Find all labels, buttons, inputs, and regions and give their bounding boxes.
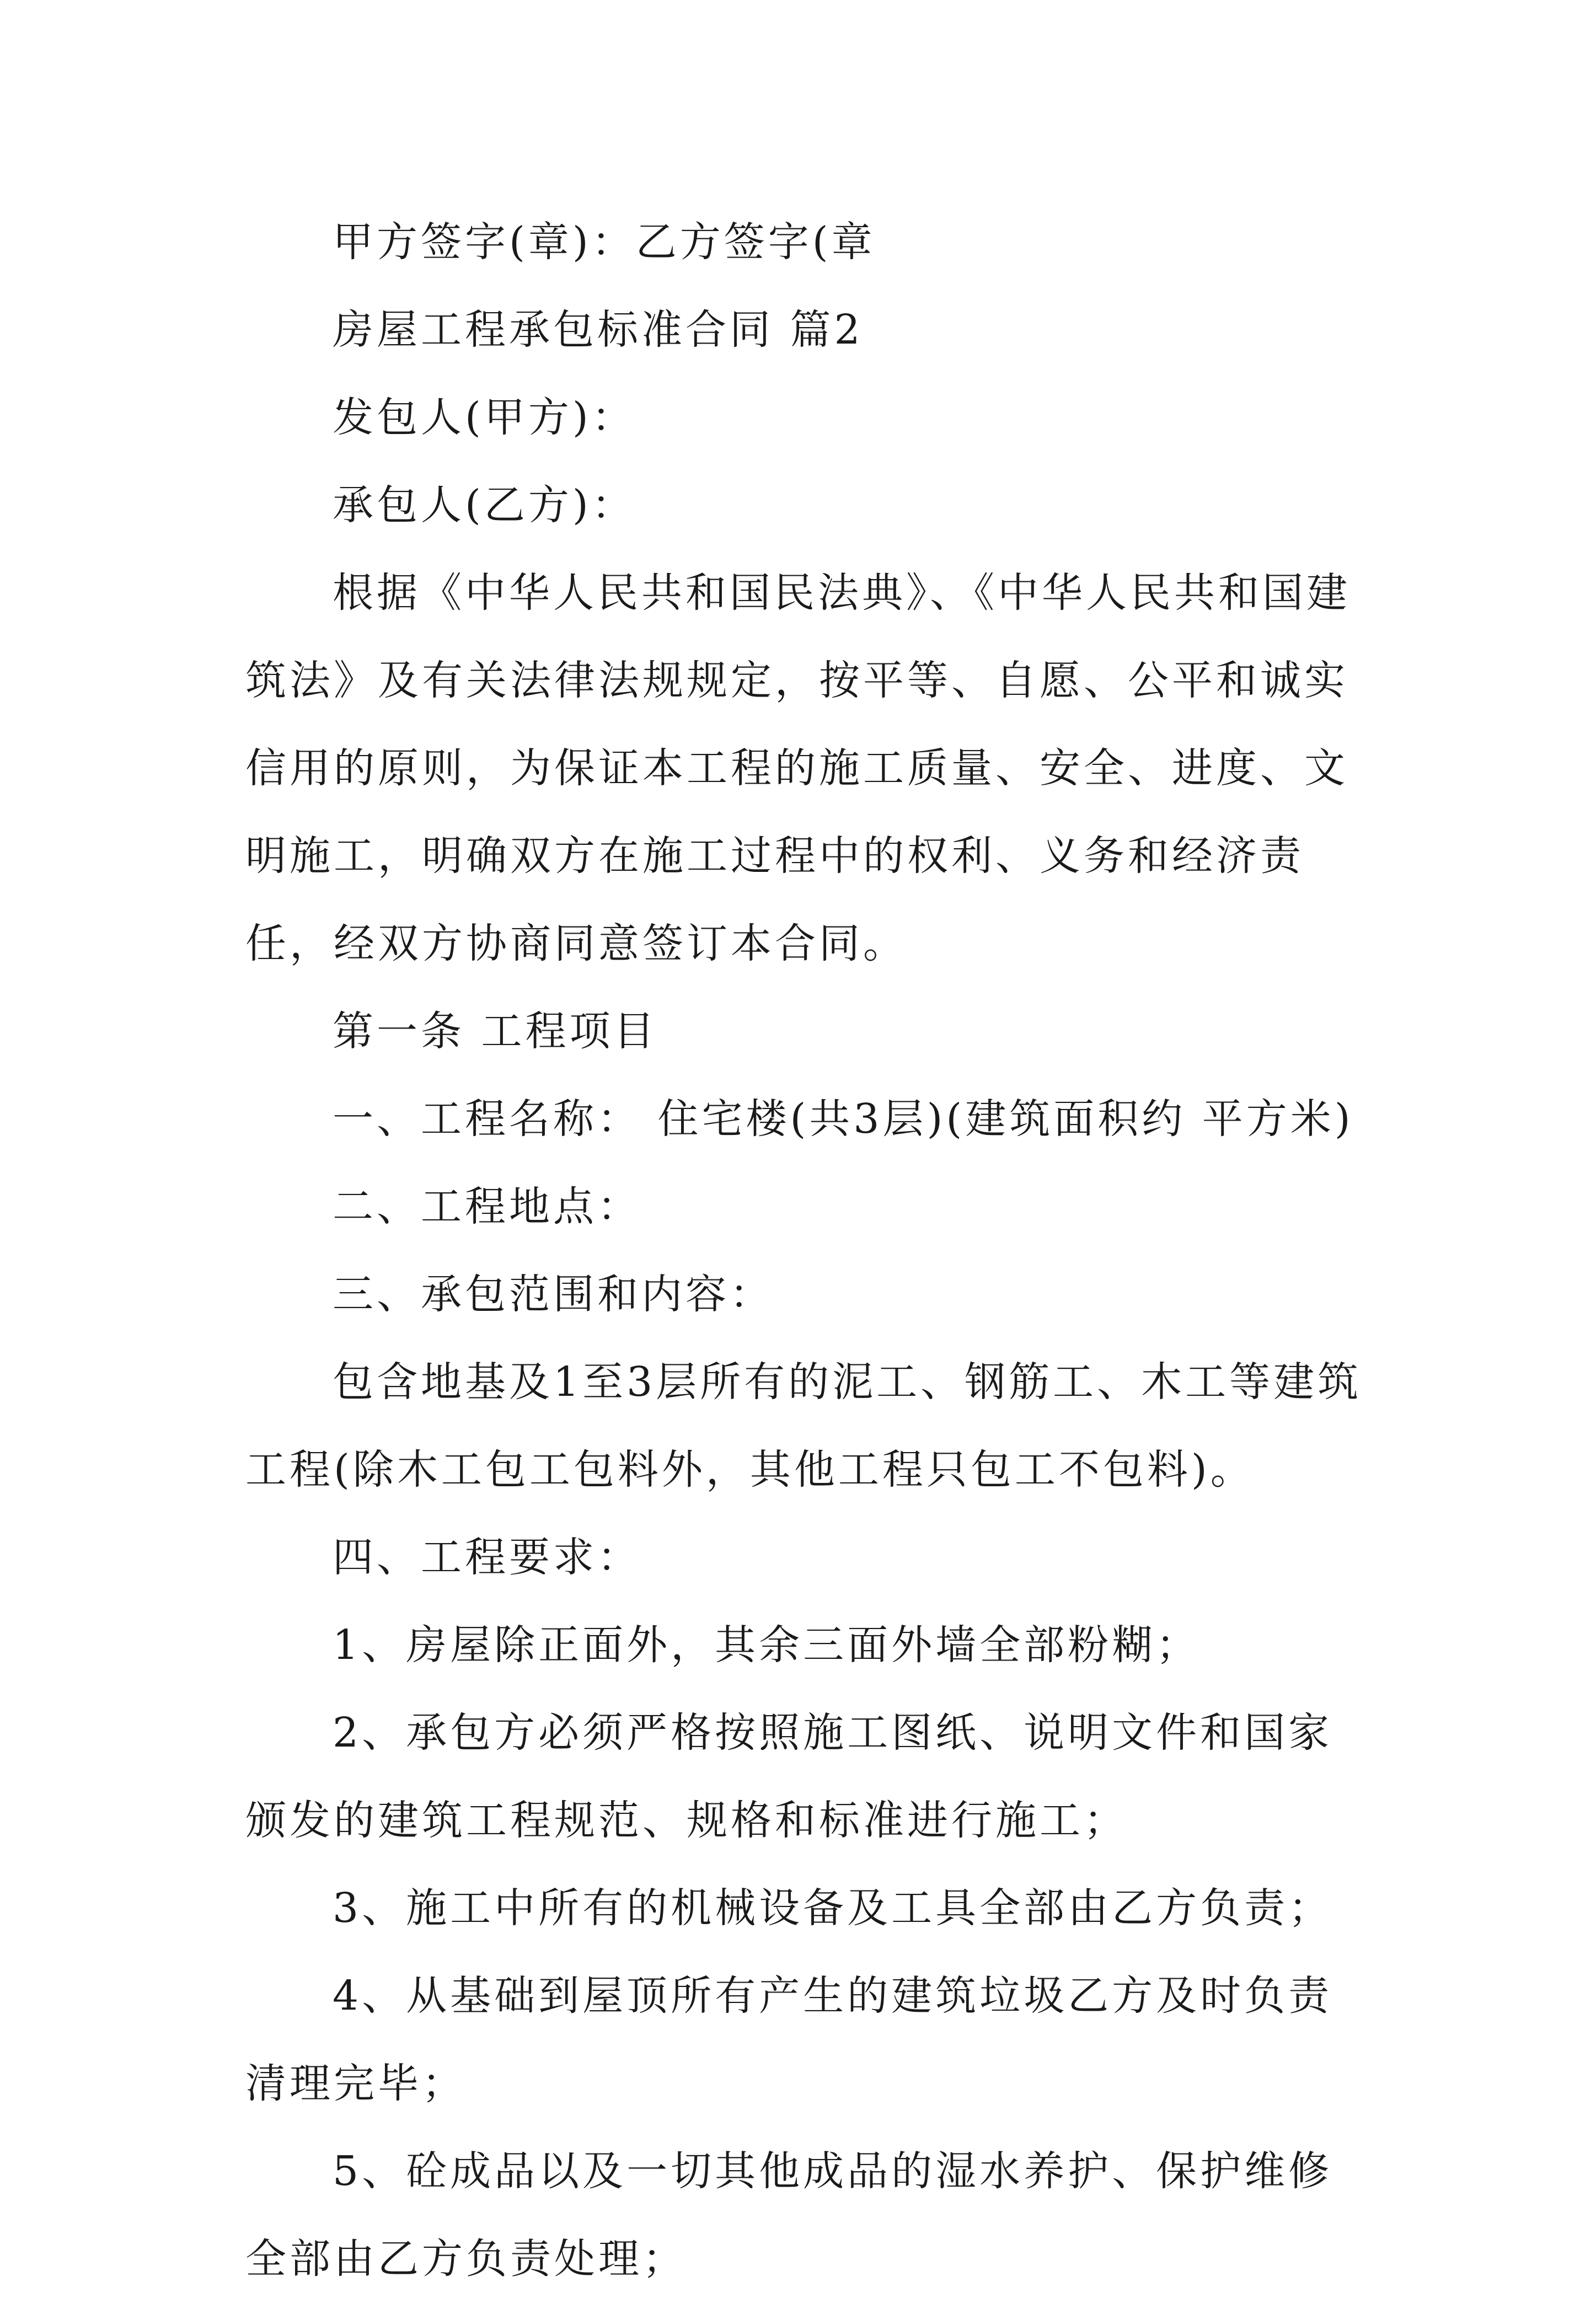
signature-line: 甲方签字(章)：乙方签字(章 xyxy=(333,218,876,266)
contract-title: 房屋工程承包标准合同 篇2 xyxy=(333,306,864,354)
preamble-paragraph: 根据《中华人民共和国民法典》、《中华人民共和国建筑法》及有关法律法规规定，按平等、自愿、公平和诚实信用的原则，为保证本工程的施工质量、安全、进度、文明施工，明确双方在施工过程中的权利、义务和经济责任，经双方协商同意签订本合同。 xyxy=(245,569,1351,967)
scope-heading: 三、承包范围和内容： xyxy=(333,1271,774,1318)
party-a-line: 发包人(甲方)： xyxy=(333,394,636,441)
project-location-line: 二、工程地点： xyxy=(333,1183,641,1230)
document-body xyxy=(245,199,1365,2303)
party-b-line: 承包人(乙方)： xyxy=(333,481,636,529)
project-name-line: 一、工程名称： 住宅楼(共3层)(建筑面积约 平方米) xyxy=(333,1095,1354,1143)
requirement-item: 2、承包方必须严格按照施工图纸、说明文件和国家颁发的建筑工程规范、规格和标准进行施工； xyxy=(245,1709,1333,1844)
requirement-item: 4、从基础到屋顶所有产生的建筑垃圾乙方及时负责清理完毕； xyxy=(245,1972,1333,2107)
requirement-item: 3、施工中所有的机械设备及工具全部由乙方负责； xyxy=(333,1884,1333,1932)
scope-paragraph: 包含地基及1至3层所有的泥工、钢筋工、木工等建筑工程(除木工包工包料外，其他工程只包工不包料)。 xyxy=(245,1358,1362,1493)
requirement-item: 5、砼成品以及一切其他成品的湿水养护、保护维修全部由乙方负责处理； xyxy=(245,2147,1333,2283)
requirements-heading: 四、工程要求： xyxy=(333,1534,641,1581)
requirement-item: 1、房屋除正面外，其余三面外墙全部粉糊； xyxy=(333,1621,1201,1669)
article-heading: 第一条 工程项目 xyxy=(333,1008,658,1055)
